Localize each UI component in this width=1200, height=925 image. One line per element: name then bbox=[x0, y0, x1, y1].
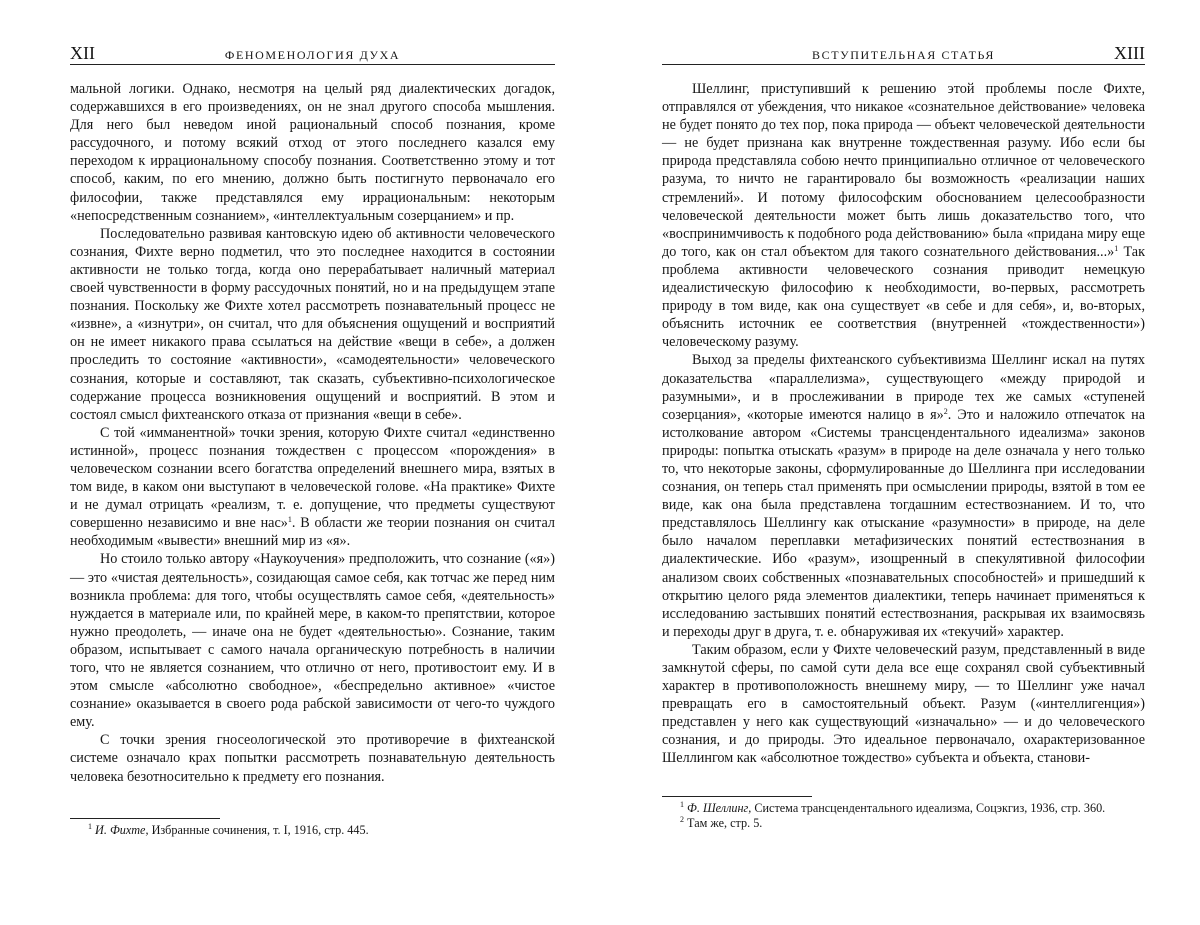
footnote-rule bbox=[70, 818, 220, 819]
paragraph-text: С той «имманентной» точки зрения, которую Фихте считал «единственно истинной», процесс познания тождествен с процессом «порождения» в человеческом сознании всего богатства определений внешнего мира, взятых в том виде, в каком они выступают в человеческой голове. «На практике» Фихте и не думал отрицать «реализм, т. е. допущение, что предметы существуют совершенно независимо и вне нас» bbox=[70, 424, 555, 532]
left-page bbox=[70, 0, 555, 925]
running-title: ФЕНОМЕНОЛОГИЯ ДУХА bbox=[224, 48, 401, 62]
footnotes bbox=[70, 818, 555, 838]
footnote-ref: 1 bbox=[1114, 243, 1119, 253]
footnote bbox=[70, 823, 555, 838]
paragraph: Таким образом, если у Фихте человеческий разум, представленный в виде замкнутой сферы, по самой сути дела все еще сохранял свой субъективный характер в противоположность внешнему миру, — то Шеллинг уже начал превращать его в самостоятельный объект. Разум («интеллигенция») представлен у него как существующий «изначально» — и до человеческого сознания, и до природы. Это идеальное первоначало, охарактеризованное Шеллингом как «абсолютное тождество» субъекта и объекта, станови- bbox=[662, 641, 1145, 767]
running-title: ВСТУПИТЕЛЬНАЯ СТАТЬЯ bbox=[812, 48, 995, 62]
page-number: XII bbox=[70, 43, 95, 63]
paragraph-text: . В области же теории познания он считал необходимым «вывести» внешний мир из «я». bbox=[70, 515, 555, 550]
footnote-ref: 1 bbox=[287, 515, 292, 525]
paragraph-text: Выход за пределы фихтеанского субъективизма Шеллинг искал на путях доказательства «параллелизма», существующего «между природой и разумными», и в прослеживании в природе тех же самых «ступеней созерцания», «которые имеются налицо в я» bbox=[662, 352, 1145, 423]
paragraph bbox=[70, 424, 555, 551]
paragraph-text: Так проблема активности человеческого сознания приводит немецкую идеалистическую философию к необходимости, во-первых, рассмотреть природу в том виде, как она существует «в себе и для себя», и, во-вторых, объяснить источник ее соответствия (внутренней «тождественности») человеческому разуму. bbox=[662, 243, 1145, 351]
footnote bbox=[662, 801, 1145, 816]
footnote bbox=[662, 816, 1145, 831]
footnote-author: И. Фихте, bbox=[95, 823, 149, 837]
paragraph bbox=[662, 351, 1145, 641]
footnote-text: Там же, стр. 5. bbox=[687, 816, 763, 830]
page-number: XIII bbox=[1114, 43, 1145, 63]
paragraph: С точки зрения гносеологической это противоречие в фихтеанской системе означало крах попытки рассмотреть познавательную деятельность человека безотносительно к предмету его познания. bbox=[70, 732, 555, 785]
paragraph-text: . Это и наложило отпечаток на истолкование автором «Системы трансцендентального идеализма» законов природы: попытка отыскать «разум» в природе на деле означала у него только то, что некоторые законы, сформулированные до Шеллинга при исследовании сознания, он теперь стал применять при осмыслении природы, взятой в том ее виде, как она была представлена тогдашним естествознанием. И то, что представлялось Шеллингу как отыскание «разумности» в природе, на деле было началом переплавки метафизических понятий естествознания в диалектические. Ибо «разум», изощренный в спекулятивной философии анализом своих собственных «познавательных способностей» и пришедший к открытию целого ряда элементов диалектики, теперь начинает применяться к исследованию застывших понятий естествознания, раскрывая их взаимосвязь и переходы друг в друга, т. е. обнаруживая их «текучий» характер. bbox=[662, 406, 1145, 640]
paragraph: Но стоило только автору «Наукоучения» предположить, что сознание («я») — это «чистая деятельность», созидающая самое себя, как тотчас же перед ним возникла проблема: для того, чтобы осуществлять самое себя, «деятельность» нуждается в материале или, по крайней мере, в каком-то препятствии, которое нужно преодолеть, — иначе она не будет «деятельностью». Сознание, таким образом, испытывает с самого начала органическую потребность в наличии того, что не является сознанием, что отлично от него, противостоит ему. И в этом смысле «абсолютно свободное», «беспредельно активное» «чистое сознание» оказывается в своего рода рабской зависимости от чего-то чуждого ему. bbox=[70, 551, 555, 731]
footnote-text: Система трансцендентального идеализма, Соцэкгиз, 1936, стр. 360. bbox=[754, 801, 1106, 815]
paragraph bbox=[662, 80, 1145, 351]
left-page-header bbox=[70, 44, 555, 65]
paragraph: мальной логики. Однако, несмотря на целый ряд диалектических догадок, содержавшихся в его произведениях, он не знал другого способа мышления. Для него был неведом иной рациональный способ познания, кроме рассудочного, и потому всякий отход от этого последнего казался ему переходом к иррациональному способу познания. Соответственно этому и тот способ, каким, по его мнению, должно быть постигнуто первоначало его философии, также представлялся ему иррациональным: некоторым «непосредственным сознанием», «интеллектуальным созерцанием» и пр. bbox=[70, 81, 555, 224]
paragraph: Последовательно развивая кантовскую идею об активности человеческого сознания, Фихте верно подметил, что это последнее находится в состоянии активности не только тогда, когда оно перерабатывает наличный материал своей чувственности в форму рассудочных понятий, но и на предыдущем этапе познания. Поскольку же Фихте хотел рассмотреть познавательный процесс не «извне», а «изнутри», он считал, что для объяснения ощущений и восприятий он не имеет никакого права ссылаться на действие «вещи в себе», а должен проследить то состояние «активности», «самодеятельности» человеческого сознания, которые и составляют, так сказать, субъективно-психологическое содержание процесса возникновения ощущений и восприятий. В этом и состоял смысл фихтеанского отказа от признания «вещи в себе». bbox=[70, 225, 555, 423]
footnote-ref: 2 bbox=[943, 406, 948, 416]
right-page bbox=[662, 0, 1145, 925]
footnotes bbox=[662, 796, 1145, 831]
footnote-author: Ф. Шеллинг, bbox=[687, 801, 752, 815]
footnote-text: Избранные сочинения, т. I, 1916, стр. 445. bbox=[151, 823, 369, 837]
footnote-mark: 2 bbox=[680, 815, 684, 824]
left-page-body bbox=[70, 80, 555, 786]
right-page-header bbox=[662, 44, 1145, 65]
right-page-body bbox=[662, 80, 1145, 768]
footnote-mark: 1 bbox=[88, 822, 92, 831]
paragraph-text: Шеллинг, приступивший к решению этой проблемы после Фихте, отправлялся от убеждения, что никакое «сознательное действование» человека не будет понято до тех пор, пока природа — объект человеческой деятельности — не будет признана как внутренне тождественная разуму. Ибо если бы природа представляла собою нечто принципиально отличное от человеческого разума, то ничто не гарантировало бы возможность «реализации наших стремлений». И потому философским обоснованием целесообразности человеческой деятельности может быть лишь доказательство того, что «воспринимчивость к подобного рода действованию» была «придана миру еще до того, как он стал объектом для такого сознательного действования...» bbox=[662, 81, 1145, 260]
footnote-rule bbox=[662, 796, 812, 797]
footnote-mark: 1 bbox=[680, 800, 684, 809]
